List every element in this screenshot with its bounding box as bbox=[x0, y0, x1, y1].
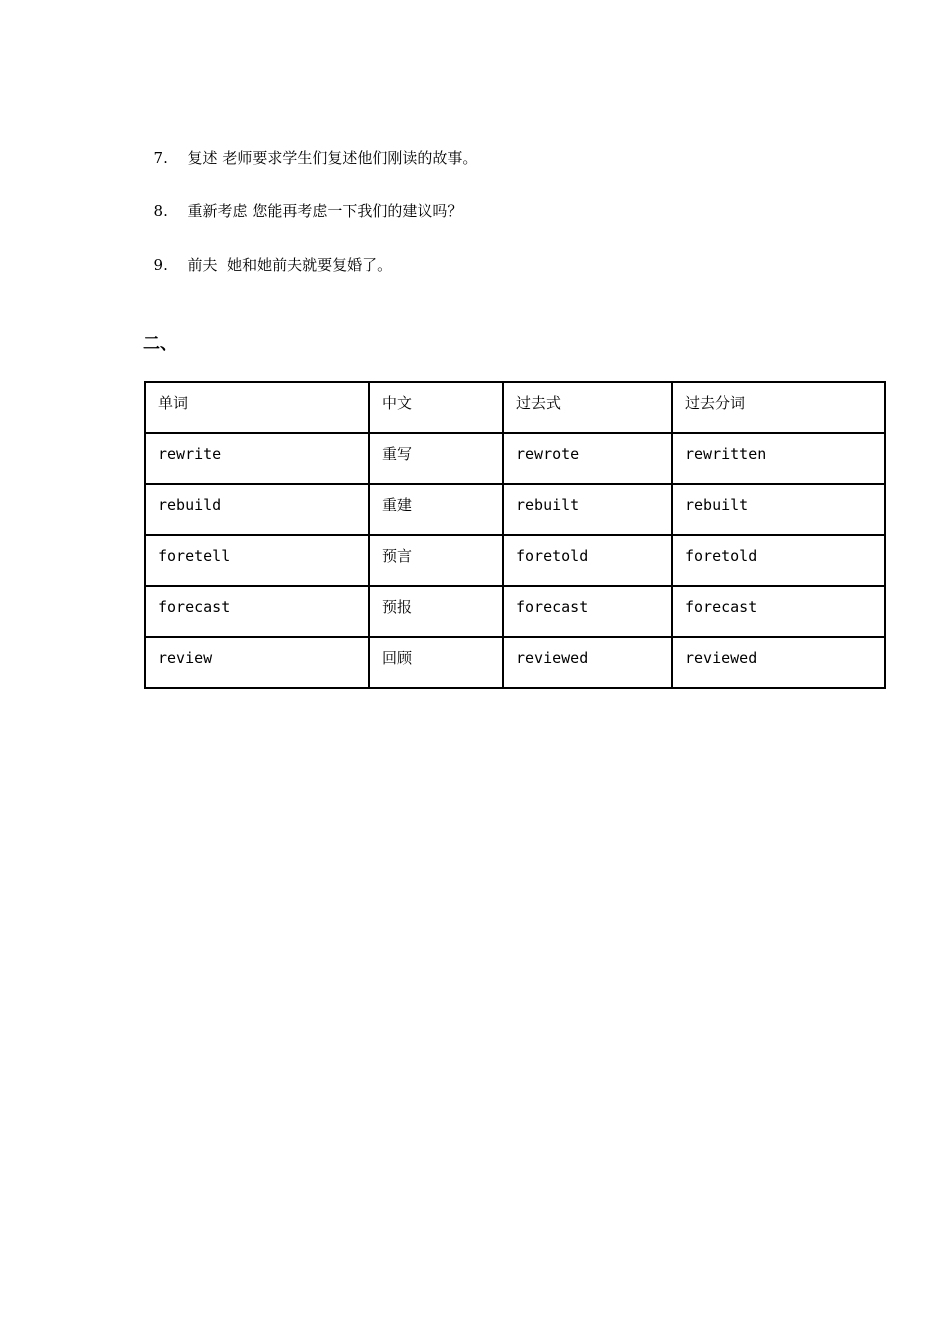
table-header-row bbox=[145, 382, 885, 433]
cell-past-tense: forecast bbox=[503, 586, 672, 637]
item-sentence: 您能再考虑一下我们的建议吗？ bbox=[247, 202, 463, 220]
cell-chinese: 预言 bbox=[369, 535, 503, 586]
item-sentence: 她和她前夫就要复婚了。 bbox=[217, 256, 393, 274]
item-word: 复述 bbox=[187, 149, 218, 167]
table-row bbox=[145, 535, 885, 586]
cell-past-participle: rewritten bbox=[672, 433, 885, 484]
item-number: 8. bbox=[153, 202, 168, 220]
sentence-item-8 bbox=[144, 181, 462, 221]
item-word: 重新考虑 bbox=[187, 202, 248, 220]
sentence-item-9 bbox=[144, 235, 392, 275]
vocabulary-table bbox=[144, 381, 886, 689]
table-row bbox=[145, 433, 885, 484]
header-cell-word: 单词 bbox=[145, 382, 369, 433]
item-number: 7. bbox=[153, 149, 168, 167]
cell-chinese: 预报 bbox=[369, 586, 503, 637]
header-cell-past-participle: 过去分词 bbox=[672, 382, 885, 433]
cell-past-participle: foretold bbox=[672, 535, 885, 586]
cell-past-participle: forecast bbox=[672, 586, 885, 637]
item-number: 9. bbox=[153, 256, 168, 274]
sentence-item-7 bbox=[144, 128, 477, 168]
item-sentence: 老师要求学生们复述他们刚读的故事。 bbox=[217, 149, 478, 167]
cell-chinese: 重写 bbox=[369, 433, 503, 484]
header-cell-past-tense: 过去式 bbox=[503, 382, 672, 433]
cell-past-tense: reviewed bbox=[503, 637, 672, 688]
cell-past-tense: foretold bbox=[503, 535, 672, 586]
cell-past-participle: reviewed bbox=[672, 637, 885, 688]
item-word: 前夫 bbox=[187, 256, 218, 274]
table-row bbox=[145, 586, 885, 637]
section-title: 二、 bbox=[143, 334, 177, 354]
cell-past-tense: rebuilt bbox=[503, 484, 672, 535]
cell-word: review bbox=[145, 637, 369, 688]
cell-word: forecast bbox=[145, 586, 369, 637]
cell-word: rebuild bbox=[145, 484, 369, 535]
header-cell-chinese: 中文 bbox=[369, 382, 503, 433]
cell-past-participle: rebuilt bbox=[672, 484, 885, 535]
table-row bbox=[145, 637, 885, 688]
cell-chinese: 回顾 bbox=[369, 637, 503, 688]
table-row bbox=[145, 484, 885, 535]
cell-word: foretell bbox=[145, 535, 369, 586]
cell-word: rewrite bbox=[145, 433, 369, 484]
cell-past-tense: rewrote bbox=[503, 433, 672, 484]
cell-chinese: 重建 bbox=[369, 484, 503, 535]
